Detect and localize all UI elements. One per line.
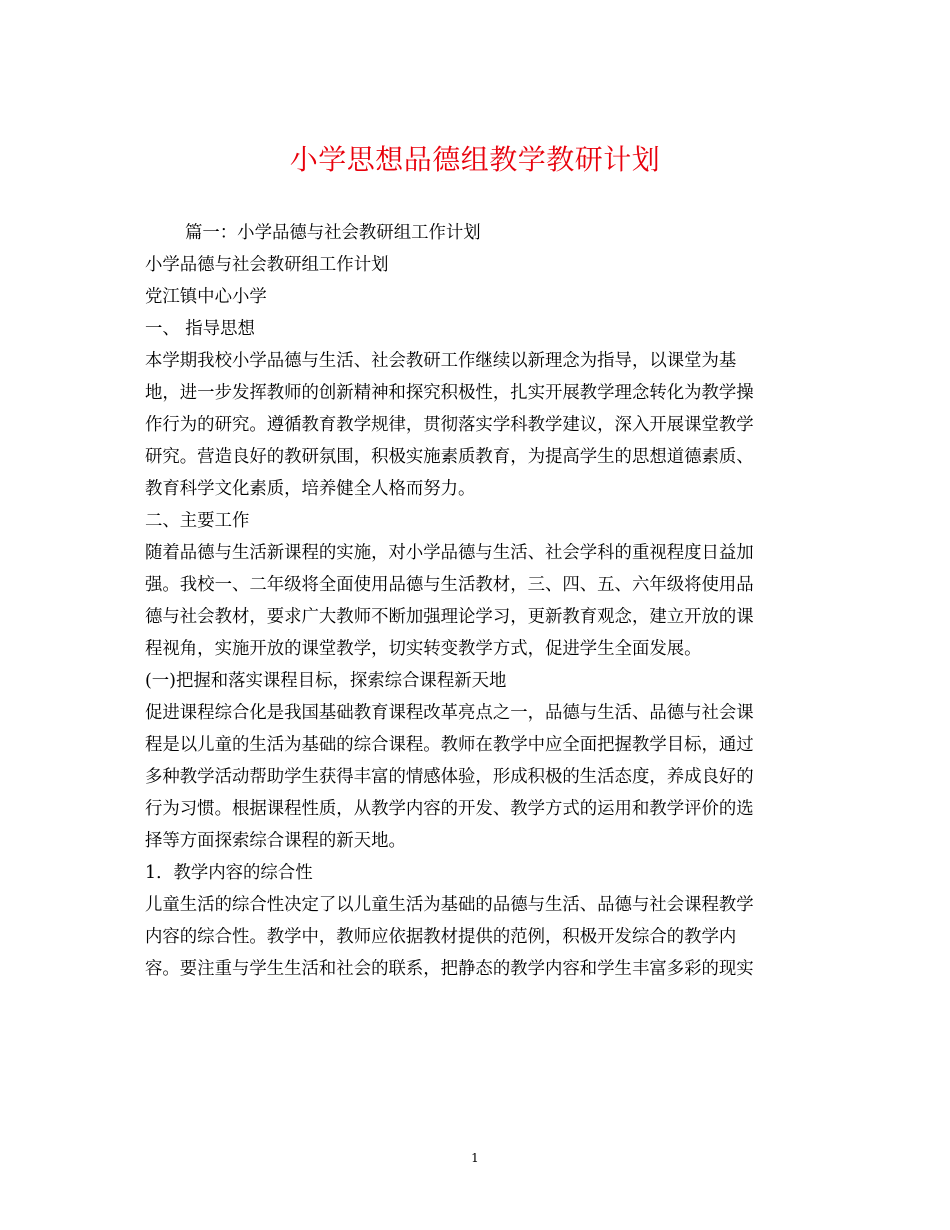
paragraph-line: 研究。营造良好的教研氛围，积极实施素质教育，为提高学生的思想道德素质、 (145, 447, 754, 467)
paragraph-line: 程是以儿童的生活为基础的综合课程。教师在教学中应全面把握教学目标，通过 (145, 735, 754, 755)
paragraph-line: 随着品德与生活新课程的实施，对小学品德与生活、社会学科的重视程度日益加 (145, 543, 754, 563)
subtitle: 小学品德与社会教研组工作计划 (145, 255, 389, 275)
heading-main-work: 二、主要工作 (145, 511, 250, 531)
paragraph-line: 容。要注重与学生生活和社会的联系，把静态的教学内容和学生丰富多彩的现实 (145, 959, 754, 979)
paragraph-line: 行为习惯。根据课程性质，从教学内容的开发、教学方式的运用和教学评价的选 (145, 799, 754, 819)
page-number: 1 (471, 1151, 479, 1165)
paragraph-line: 本学期我校小学品德与生活、社会教研工作继续以新理念为指导，以课堂为基 (145, 351, 737, 371)
document-title: 小学思想品德组教学教研计划 (289, 143, 661, 176)
heading-course-goals: (一)把握和落实课程目标，探索综合课程新天地 (145, 671, 507, 691)
paragraph-line: 强。我校一、二年级将全面使用品德与生活教材，三、四、五、六年级将使用品 (145, 575, 754, 595)
heading-guiding-thought: 一、 指导思想 (145, 319, 255, 339)
school-name: 党江镇中心小学 (145, 287, 267, 307)
paragraph-line: 儿童生活的综合性决定了以儿童生活为基础的品德与生活、品德与社会课程教学 (145, 895, 754, 915)
heading-content-integration: 1．教学内容的综合性 (145, 863, 313, 883)
paragraph-line: 教育科学文化素质，培养健全人格而努力。 (145, 479, 476, 499)
paragraph-line: 作行为的研究。遵循教育教学规律，贯彻落实学科教学建议，深入开展课堂教学 (145, 415, 754, 435)
paragraph-line: 多种教学活动帮助学生获得丰富的情感体验，形成积极的生活态度，养成良好的 (145, 767, 754, 787)
paragraph-line: 择等方面探索综合课程的新天地。 (145, 831, 406, 851)
paragraph-line: 内容的综合性。教学中，教师应依据教材提供的范例，积极开发综合的教学内 (145, 927, 737, 947)
section-heading: 篇一：小学品德与社会教研组工作计划 (185, 223, 481, 243)
paragraph-line: 地，进一步发挥教师的创新精神和探究积极性，扎实开展教学理念转化为教学操 (145, 383, 754, 403)
document-body (145, 217, 805, 985)
paragraph-line: 德与社会教材，要求广大教师不断加强理论学习，更新教育观念，建立开放的课 (145, 607, 754, 627)
paragraph-line: 促进课程综合化是我国基础教育课程改革亮点之一，品德与生活、品德与社会课 (145, 703, 754, 723)
paragraph-line: 程视角，实施开放的课堂教学，切实转变教学方式，促进学生全面发展。 (145, 639, 702, 659)
